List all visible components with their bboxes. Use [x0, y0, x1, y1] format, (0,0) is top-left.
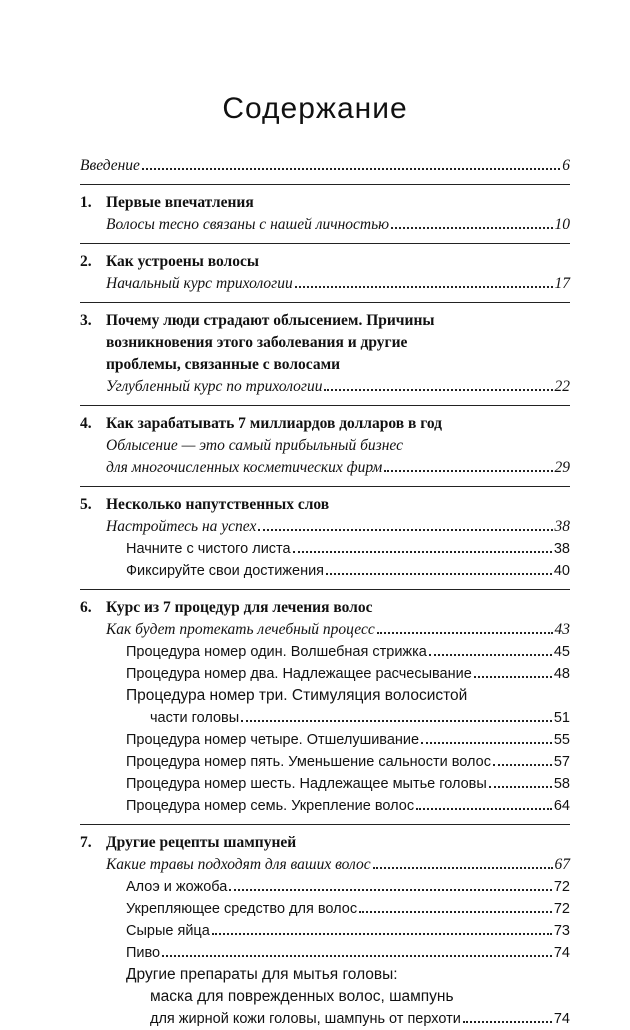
- chapter-4: [80, 405, 570, 479]
- leader-dots: [416, 808, 552, 810]
- toc-subentry[interactable]: [106, 707, 570, 729]
- entry-title: Алоэ и жожоба: [126, 879, 228, 895]
- chapter-title-line: проблемы, связанные с волосами: [106, 356, 341, 373]
- leader-dots: [463, 1021, 552, 1023]
- page-number: 58: [553, 776, 570, 792]
- page-number: 38: [554, 518, 570, 535]
- entry-title: Процедура номер семь. Укрепление волос: [126, 798, 415, 814]
- entry-title: Начните с чистого листа: [126, 541, 291, 557]
- leader-dots: [324, 389, 552, 391]
- page-number: 72: [553, 879, 570, 895]
- page-number: 72: [553, 901, 570, 917]
- toc-subentry-line[interactable]: маска для поврежденных волос, шампунь: [150, 988, 454, 1005]
- leader-dots: [258, 529, 552, 531]
- leader-dots: [489, 786, 552, 788]
- toc-entry[interactable]: [106, 214, 570, 236]
- toc-subentry[interactable]: [106, 729, 570, 751]
- chapter-title[interactable]: Курс из 7 процедур для лечения волос: [106, 599, 373, 616]
- chapter-number: 7.: [80, 834, 92, 851]
- page-number: 48: [553, 666, 570, 682]
- page-number: 6: [562, 157, 570, 174]
- page-number: 73: [553, 923, 570, 939]
- page-number: 17: [554, 275, 570, 292]
- leader-dots: [359, 911, 552, 913]
- toc-subentry-line[interactable]: Процедура номер три. Стимуляция волосистой: [126, 687, 468, 704]
- chapter-title[interactable]: Как зарабатывать 7 миллиардов долларов в год: [106, 415, 443, 432]
- toc-entry[interactable]: [106, 854, 570, 876]
- entry-title: Настройтесь на успех: [106, 518, 257, 535]
- chapter-title[interactable]: Другие рецепты шампуней: [106, 834, 297, 851]
- leader-dots: [142, 168, 560, 170]
- page-number: 40: [553, 563, 570, 579]
- entry-title: Процедура номер четыре. Отшелушивание: [126, 732, 420, 748]
- entry-title: Процедура номер один. Волшебная стрижка: [126, 644, 427, 660]
- chapter-number: 3.: [80, 312, 92, 329]
- toc-entry[interactable]: [106, 376, 570, 398]
- toc-entry[interactable]: [106, 457, 570, 479]
- chapter-title[interactable]: Несколько напутственных слов: [106, 496, 330, 513]
- chapter-1: [80, 184, 570, 236]
- chapter-5: [80, 486, 570, 582]
- entry-title: Начальный курс трихологии: [106, 275, 293, 292]
- chapter-title[interactable]: Первые впечатления: [106, 194, 254, 211]
- leader-dots: [391, 227, 552, 229]
- page-number: 38: [553, 541, 570, 557]
- chapter-7: [80, 824, 570, 1030]
- toc-entry-intro[interactable]: [80, 155, 570, 177]
- leader-dots: [493, 764, 552, 766]
- chapter-title-line: возникновения этого заболевания и другие: [106, 334, 408, 351]
- toc-subentry[interactable]: [106, 920, 570, 942]
- toc-subentry[interactable]: [106, 795, 570, 817]
- chapter-3: [80, 302, 570, 398]
- entry-title: Процедура номер шесть. Надлежащее мытье головы: [126, 776, 487, 792]
- leader-dots: [474, 676, 552, 678]
- page-number: 45: [553, 644, 570, 660]
- entry-title: Сырые яйца: [126, 923, 210, 939]
- toc-subentry-line[interactable]: Другие препараты для мытья головы:: [126, 966, 398, 983]
- leader-dots: [429, 654, 552, 656]
- toc-subentry[interactable]: [106, 876, 570, 898]
- page-number: 55: [553, 732, 570, 748]
- page-number: 43: [554, 621, 570, 638]
- page-number: 67: [554, 856, 570, 873]
- leader-dots: [229, 889, 552, 891]
- page-number: 57: [553, 754, 570, 770]
- entry-title: части головы: [150, 710, 240, 726]
- leader-dots: [293, 551, 552, 553]
- page-number: 22: [554, 378, 570, 395]
- chapter-number: 4.: [80, 415, 92, 432]
- page-number: 29: [554, 459, 570, 476]
- entry-title: Процедура номер пять. Уменьшение сальности волос: [126, 754, 491, 770]
- leader-dots: [373, 867, 553, 869]
- page-number: 51: [553, 710, 570, 726]
- chapter-number: 5.: [80, 496, 92, 513]
- chapter-2: [80, 243, 570, 295]
- toc-subentry[interactable]: [106, 560, 570, 582]
- chapter-title[interactable]: [106, 310, 435, 376]
- toc-subentry[interactable]: [106, 942, 570, 964]
- leader-dots: [295, 286, 553, 288]
- entry-title: Процедура номер два. Надлежащее расчесывание: [126, 666, 472, 682]
- entry-title: для многочисленных косметических фирм: [106, 459, 383, 476]
- chapter-number: 6.: [80, 599, 92, 616]
- page-number: 64: [553, 798, 570, 814]
- page-number: 74: [553, 945, 570, 961]
- chapter-title-line: Почему люди страдают облысением. Причины: [106, 312, 435, 329]
- entry-title: Фиксируйте свои достижения: [126, 563, 325, 579]
- table-of-contents: [80, 155, 570, 1030]
- leader-dots: [377, 632, 553, 634]
- page-number: 74: [553, 1011, 570, 1027]
- leader-dots: [384, 470, 552, 472]
- toc-subentry[interactable]: [106, 538, 570, 560]
- page-title: Содержание: [222, 92, 408, 125]
- toc-subentry[interactable]: [106, 641, 570, 663]
- toc-subentry[interactable]: [106, 773, 570, 795]
- toc-entry[interactable]: [106, 273, 570, 295]
- entry-title-line: Облысение — это самый прибыльный бизнес: [106, 437, 403, 454]
- chapter-number: 2.: [80, 253, 92, 270]
- entry-title: Как будет протекать лечебный процесс: [106, 621, 375, 638]
- chapter-title[interactable]: Как устроены волосы: [106, 253, 259, 270]
- entry-title: Углубленный курс по трихологии: [106, 378, 323, 395]
- entry-title: Волосы тесно связаны с нашей личностью: [106, 216, 390, 233]
- chapter-6: [80, 589, 570, 817]
- leader-dots: [326, 573, 552, 575]
- leader-dots: [421, 742, 552, 744]
- toc-entry[interactable]: [106, 516, 570, 538]
- toc-subentry[interactable]: [106, 898, 570, 920]
- leader-dots: [212, 933, 552, 935]
- leader-dots: [162, 955, 552, 957]
- toc-entry[interactable]: [106, 619, 570, 641]
- chapter-number: 1.: [80, 194, 92, 211]
- toc-subentry[interactable]: [106, 751, 570, 773]
- toc-subentry[interactable]: [106, 1008, 570, 1030]
- entry-title: Укрепляющее средство для волос: [126, 901, 358, 917]
- entry-title: Введение: [80, 157, 140, 174]
- entry-title: для жирной кожи головы, шампунь от перхоти: [150, 1011, 461, 1027]
- leader-dots: [241, 720, 552, 722]
- entry-title: Какие травы подходят для ваших волос: [106, 856, 371, 873]
- page-number: 10: [554, 216, 570, 233]
- toc-subentry[interactable]: [106, 663, 570, 685]
- entry-title: Пиво: [126, 945, 161, 961]
